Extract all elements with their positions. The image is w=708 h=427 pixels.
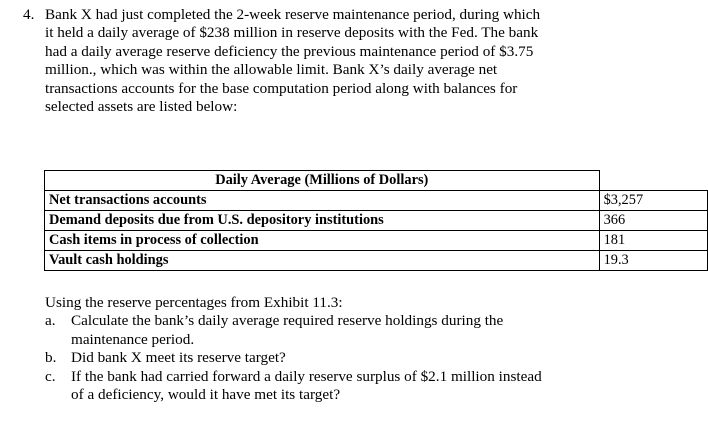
question-line: Did bank X meet its reserve target? [71,349,286,367]
question-letter: a. [45,312,56,330]
problem-statement [23,6,663,116]
row-value: 366 [599,211,707,231]
question-letter: c. [45,367,56,385]
row-value: 181 [599,231,707,251]
row-value: 19.3 [599,251,707,271]
question-line: of a deficiency, would it have met its target? [71,386,341,404]
row-label: Vault cash holdings [45,251,600,271]
table-header-row [45,171,708,191]
question-line: Calculate the bank’s daily average required reserve holdings during the [71,312,504,330]
problem-line: Bank X had just completed the 2-week reserve maintenance period, during which [45,6,541,23]
table-header-spacer [599,171,707,191]
question-line: If the bank had carried forward a daily reserve surplus of $2.1 million instead [71,367,542,385]
row-label: Net transactions accounts [45,191,600,211]
table-header: Daily Average (Millions of Dollars) [45,171,600,191]
problem-line: million., which was within the allowable limit. Bank X’s daily average net [45,61,498,79]
question-letter: b. [45,349,57,367]
question-item-b [45,349,675,367]
table-row [45,251,708,271]
problem-paragraph [45,6,635,116]
table-row [45,231,708,251]
problem-line: transactions accounts for the base computation period along with balances for [45,79,518,97]
questions-intro: Using the reserve percentages from Exhibit 11.3: [45,294,343,311]
table-row [45,211,708,231]
problem-line: it held a daily average of $238 million in reserve deposits with the Fed. The bank [45,24,539,42]
problem-line: had a daily average reserve deficiency the previous maintenance period of $3.75 [45,42,534,60]
row-label: Cash items in process of collection [45,231,600,251]
problem-number: 4. [23,6,35,23]
question-line: maintenance period. [71,330,195,348]
questions-section [45,294,675,404]
table-row [45,191,708,211]
balances-table [44,170,708,271]
row-label: Demand deposits due from U.S. depository institutions [45,211,600,231]
problem-line: selected assets are listed below: [45,98,238,116]
question-item-c [45,368,675,405]
row-value: $3,257 [599,191,707,211]
question-item-a [45,312,675,349]
